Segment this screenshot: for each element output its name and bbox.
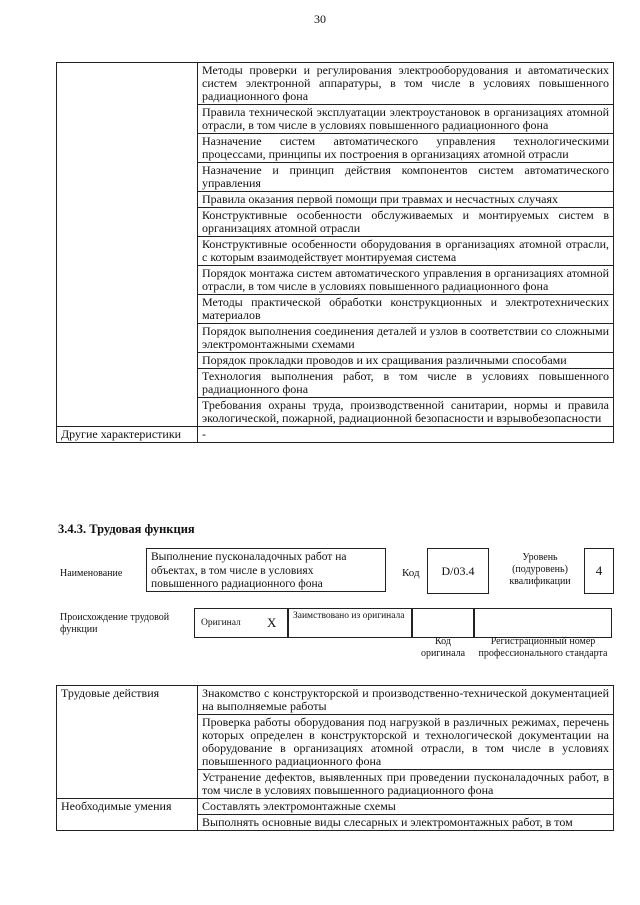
code-original-box bbox=[412, 608, 474, 638]
other-characteristics-value: - bbox=[198, 427, 614, 443]
table-cell: Методы практической обработки конструкционных и электротехнических материалов bbox=[198, 295, 614, 324]
code-label: Код bbox=[402, 567, 420, 579]
table-cell: Составлять электромонтажные схемы bbox=[198, 799, 614, 815]
actions-label: Трудовые действия bbox=[57, 686, 198, 799]
code-original-label: Код оригинала bbox=[420, 636, 466, 659]
table-cell: Конструктивные особенности оборудования в организациях атомной отрасли, с которым взаимодействует монтируемая система bbox=[198, 237, 614, 266]
table-cell: Конструктивные особенности обслуживаемых и монтируемых систем в организациях атомной отрасли bbox=[198, 208, 614, 237]
table-cell: Назначение систем автоматического управления технологическими процессами, принципы их построения в организациях атомной отрасли bbox=[198, 134, 614, 163]
original-label: Оригинал bbox=[201, 618, 241, 628]
original-mark: X bbox=[267, 615, 277, 630]
other-characteristics-label: Другие характеристики bbox=[57, 427, 198, 443]
table-row bbox=[57, 427, 614, 443]
code-box: D/03.4 bbox=[427, 548, 489, 594]
table-cell: Порядок прокладки проводов и их сращивания различными способами bbox=[198, 353, 614, 369]
table-cell: Выполнять основные виды слесарных и электромонтажных работ, в том bbox=[198, 815, 614, 831]
level-box: 4 bbox=[584, 548, 614, 594]
empty-label-cell bbox=[57, 63, 198, 427]
table-cell: Требования охраны труда, производственной санитарии, нормы и правила экологической, пожарной, радиационной безопасности и взрывобезопасности bbox=[198, 398, 614, 427]
table-cell: Правила оказания первой помощи при травмах и несчастных случаях bbox=[198, 192, 614, 208]
name-label: Наименование bbox=[60, 568, 123, 579]
function-name-box: Выполнение пусконаладочных работ на объектах, в том числе в условиях повышенного радиационного фона bbox=[146, 548, 386, 592]
section-title: 3.4.3. Трудовая функция bbox=[58, 522, 195, 536]
table-row bbox=[57, 686, 614, 715]
table-cell: Правила технической эксплуатации электроустановок в организациях атомной отрасли, в том числе в условиях повышенного радиационного фона bbox=[198, 105, 614, 134]
knowledge-table bbox=[56, 62, 614, 443]
table-cell: Порядок монтажа систем автоматического управления в организациях атомной отрасли, в том числе в условиях повышенного радиационного фона bbox=[198, 266, 614, 295]
table-row bbox=[57, 799, 614, 815]
actions-table bbox=[56, 685, 614, 831]
original-box bbox=[194, 608, 288, 638]
borrowed-box: Заимствовано из оригинала bbox=[288, 608, 412, 638]
table-cell: Назначение и принцип действия компонентов систем автоматического управления bbox=[198, 163, 614, 192]
table-cell: Технология выполнения работ, в том числе в условиях повышенного радиационного фона bbox=[198, 369, 614, 398]
origin-label: Происхождение трудовой функции bbox=[60, 612, 170, 635]
table-cell: Проверка работы оборудования под нагрузкой в различных режимах, перечень которых определен в конструкторской и технологической документации на оборудование в организациях атомной отрасли, в том числе в условиях повышенного радиационного фона bbox=[198, 715, 614, 770]
table-cell: Порядок выполнения соединения деталей и узлов в соответствии со сложными электромонтажными схемами bbox=[198, 324, 614, 353]
table-row bbox=[57, 63, 614, 105]
table-cell: Устранение дефектов, выявленных при проведении пусконаладочных работ, в том числе в условиях повышенного радиационного фона bbox=[198, 770, 614, 799]
skills-label: Необходимые умения bbox=[57, 799, 198, 831]
reg-number-box bbox=[474, 608, 612, 638]
table-cell: Методы проверки и регулирования электрооборудования и автоматических систем электронной аппаратуры, в том числе в условиях повышенного радиационного фона bbox=[198, 63, 614, 105]
page-number: 30 bbox=[314, 12, 326, 26]
reg-number-label: Регистрационный номер профессионального стандарта bbox=[478, 636, 608, 659]
table-cell: Знакомство с конструкторской и производственно-технической документацией на выполняемые работы bbox=[198, 686, 614, 715]
level-label: Уровень (подуровень) квалификации bbox=[509, 552, 571, 587]
